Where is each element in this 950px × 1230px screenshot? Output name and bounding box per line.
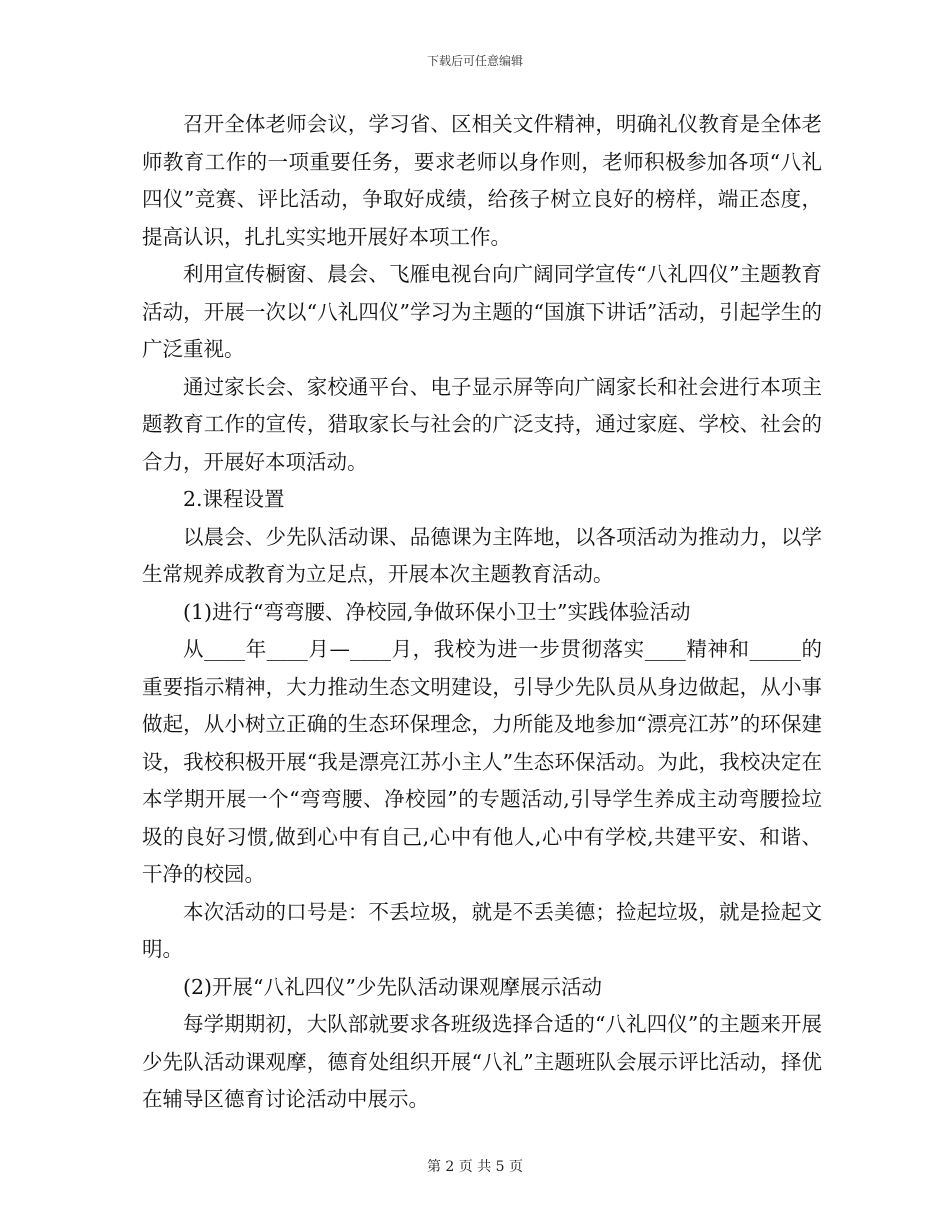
paragraph-publicity-parents: 通过家长会、家校通平台、电子显示屏等向广阔家长和社会进行本项主题教育工作的宣传，猎取家长与社会的广泛支持，通过家庭、学校、社会的合力，开展好本项活动。 <box>142 374 822 474</box>
paragraph-publicity-students: 利用宣传橱窗、晨会、飞雁电视台向广阔同学宣传“八礼四仪”主题教育活动，开展一次以“八礼四仪”学习为主题的“国旗下讲话”活动，引起学生的广泛重视。 <box>142 262 822 361</box>
page-header: 下载后可任意编辑 <box>426 54 523 68</box>
paragraph-slogan: 本次活动的口号是：不丢垃圾，就是不丢美德；捡起垃圾，就是捡起文明。 <box>142 899 822 961</box>
subheading-activity-1: (1)进行“弯弯腰、净校园,争做环保小卫士”实践体验活动 <box>183 599 691 624</box>
subheading-activity-2: (2)开展“八礼四仪”少先队活动课观摩展示活动 <box>183 974 602 999</box>
paragraph-course-setup: 以晨会、少先队活动课、品德课为主阵地，以各项活动为推动力，以学生常规养成教育为立足点，开展本次主题教育活动。 <box>142 524 822 586</box>
section-heading-course-setup: 2.课程设置 <box>183 487 285 511</box>
paragraph-teacher-meeting: 召开全体老师会议，学习省、区相关文件精神，明确礼仪教育是全体老师教育工作的一项重要任务，要求老师以身作则，老师积极参加各项“八礼四仪”竞赛、评比活动，争取好成绩，给孩子树立良好的榜样，端正态度，提高认识，扎扎实实地开展好本项工作。 <box>142 112 822 249</box>
paragraph-activity-2: 每学期期初，大队部就要求各班级选择合适的“八礼四仪”的主题来开展少先队活动课观摩，德育处组织开展“八礼”主题班队会展示评比活动，择优在辅导区德育讨论活动中展示。 <box>142 1012 822 1111</box>
document-body <box>142 106 822 1119</box>
paragraph-activity-1: 从____年____月—____月，我校为进一步贯彻落实____精神和_____的重要指示精神，大力推动生态文明建设，引导少先队员从身边做起，从小事做起，从小树立正确的生态环保理念，力所能及地参加“漂亮江苏”的环保建设，我校积极开展“我是漂亮江苏小主人”生态环保活动。为此，我校决定在本学期开展一个“弯弯腰、净校园”的专题活动,引导学生养成主动弯腰捡垃圾的良好习惯,做到心中有自己,心中有他人,心中有学校,共建平安、和谐、干净的校园。 <box>142 637 822 886</box>
page-footer: 第 2 页 共 5 页 <box>426 1159 524 1175</box>
